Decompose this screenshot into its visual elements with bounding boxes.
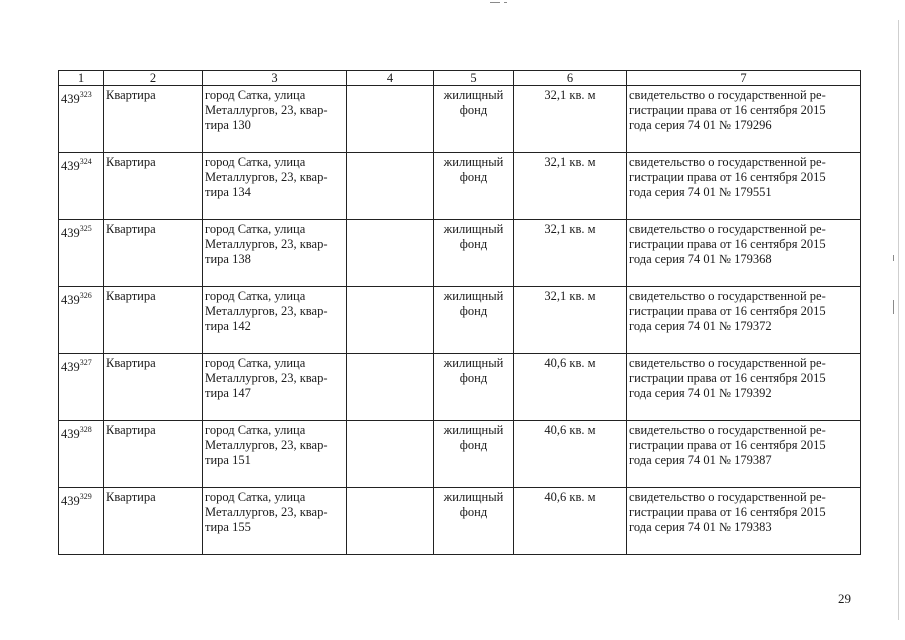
certificate-cell xyxy=(627,86,861,153)
address-line: тира 147 xyxy=(205,386,251,400)
certificate-line: гистрации права от 16 сентября 2015 xyxy=(629,170,826,184)
area-cell xyxy=(514,488,627,555)
address-line: Металлургов, 23, квар- xyxy=(205,304,328,318)
fund-cell xyxy=(434,153,514,220)
record-number-superscript: 327 xyxy=(79,358,92,367)
object-type: Квартира xyxy=(106,155,156,169)
object-type: Квартира xyxy=(106,356,156,370)
record-number xyxy=(59,287,104,354)
column-header: 2 xyxy=(104,71,203,86)
certificate-line: свидетельство о государственной ре- xyxy=(629,423,826,437)
record-number xyxy=(59,488,104,555)
fund-line: фонд xyxy=(459,438,488,452)
address-line: тира 138 xyxy=(205,252,251,266)
column-header: 7 xyxy=(627,71,861,86)
certificate-line: гистрации права от 16 сентября 2015 xyxy=(629,103,826,117)
address-line: город Сатка, улица xyxy=(205,88,306,102)
area-cell xyxy=(514,287,627,354)
object-type-cell xyxy=(104,354,203,421)
object-type: Квартира xyxy=(106,423,156,437)
area-value: 40,6 кв. м xyxy=(544,356,596,370)
record-number-main: 439 xyxy=(61,226,80,241)
object-type-cell xyxy=(104,287,203,354)
certificate-line: свидетельство о государственной ре- xyxy=(629,490,826,504)
object-type: Квартира xyxy=(106,88,156,102)
table-row xyxy=(59,287,861,354)
record-number-superscript: 326 xyxy=(79,291,92,300)
fund-line: фонд xyxy=(459,237,488,251)
object-type-cell xyxy=(104,86,203,153)
fund-line: жилищный xyxy=(443,222,504,236)
column-header: 5 xyxy=(434,71,514,86)
area-value: 32,1 кв. м xyxy=(544,289,596,303)
column-4-cell xyxy=(347,354,434,421)
fund-line: жилищный xyxy=(443,88,504,102)
address-line: город Сатка, улица xyxy=(205,289,306,303)
address-line: Металлургов, 23, квар- xyxy=(205,237,328,251)
record-number-main: 439 xyxy=(61,494,80,509)
address-line: Металлургов, 23, квар- xyxy=(205,371,328,385)
certificate-line: года серия 74 01 № 179372 xyxy=(629,319,772,333)
certificate-cell xyxy=(627,354,861,421)
certificate-cell xyxy=(627,421,861,488)
certificate-line: гистрации права от 16 сентября 2015 xyxy=(629,438,826,452)
column-4-cell xyxy=(347,86,434,153)
address-line: город Сатка, улица xyxy=(205,356,306,370)
column-4-cell xyxy=(347,153,434,220)
object-type: Квартира xyxy=(106,222,156,236)
certificate-line: свидетельство о государственной ре- xyxy=(629,222,826,236)
fund-line: фонд xyxy=(459,170,488,184)
address-line: Металлургов, 23, квар- xyxy=(205,505,328,519)
certificate-line: года серия 74 01 № 179368 xyxy=(629,252,772,266)
fund-line: жилищный xyxy=(443,155,504,169)
area-value: 32,1 кв. м xyxy=(544,88,596,102)
certificate-cell xyxy=(627,220,861,287)
address-line: тира 151 xyxy=(205,453,251,467)
record-number-superscript: 323 xyxy=(79,90,92,99)
scan-artifact xyxy=(490,2,500,3)
certificate-line: года серия 74 01 № 179383 xyxy=(629,520,772,534)
address-line: город Сатка, улица xyxy=(205,490,306,504)
column-header: 4 xyxy=(347,71,434,86)
address-line: тира 155 xyxy=(205,520,251,534)
table-row xyxy=(59,153,861,220)
address-cell xyxy=(203,354,347,421)
fund-cell xyxy=(434,354,514,421)
object-type-cell xyxy=(104,220,203,287)
record-number-superscript: 329 xyxy=(79,492,92,501)
address-line: тира 142 xyxy=(205,319,251,333)
column-4-cell xyxy=(347,488,434,555)
certificate-line: года серия 74 01 № 179387 xyxy=(629,453,772,467)
fund-line: фонд xyxy=(459,505,488,519)
fund-line: жилищный xyxy=(443,490,504,504)
fund-cell xyxy=(434,86,514,153)
certificate-line: свидетельство о государственной ре- xyxy=(629,155,826,169)
record-number xyxy=(59,421,104,488)
certificate-line: гистрации права от 16 сентября 2015 xyxy=(629,304,826,318)
scan-artifact xyxy=(893,255,894,261)
certificate-line: года серия 74 01 № 179296 xyxy=(629,118,772,132)
certificate-line: свидетельство о государственной ре- xyxy=(629,289,826,303)
address-cell xyxy=(203,153,347,220)
property-register-table xyxy=(58,70,861,555)
address-cell xyxy=(203,220,347,287)
column-number-header xyxy=(59,71,861,86)
record-number-superscript: 325 xyxy=(79,224,92,233)
fund-cell xyxy=(434,488,514,555)
address-line: город Сатка, улица xyxy=(205,222,306,236)
record-number-superscript: 324 xyxy=(79,157,92,166)
object-type-cell xyxy=(104,488,203,555)
table-row xyxy=(59,488,861,555)
fund-cell xyxy=(434,421,514,488)
address-cell xyxy=(203,421,347,488)
object-type: Квартира xyxy=(106,490,156,504)
address-cell xyxy=(203,488,347,555)
fund-cell xyxy=(434,287,514,354)
record-number-main: 439 xyxy=(61,159,80,174)
certificate-cell xyxy=(627,488,861,555)
address-line: Металлургов, 23, квар- xyxy=(205,438,328,452)
object-type-cell xyxy=(104,421,203,488)
record-number-superscript: 328 xyxy=(79,425,92,434)
scan-artifact xyxy=(504,2,507,3)
certificate-cell xyxy=(627,153,861,220)
area-value: 40,6 кв. м xyxy=(544,423,596,437)
area-value: 40,6 кв. м xyxy=(544,490,596,504)
scan-artifact xyxy=(893,300,894,314)
column-4-cell xyxy=(347,287,434,354)
certificate-line: года серия 74 01 № 179551 xyxy=(629,185,772,199)
area-value: 32,1 кв. м xyxy=(544,222,596,236)
certificate-line: свидетельство о государственной ре- xyxy=(629,356,826,370)
certificate-line: свидетельство о государственной ре- xyxy=(629,88,826,102)
column-header: 3 xyxy=(203,71,347,86)
certificate-line: года серия 74 01 № 179392 xyxy=(629,386,772,400)
record-number xyxy=(59,86,104,153)
fund-line: жилищный xyxy=(443,423,504,437)
fund-line: фонд xyxy=(459,304,488,318)
table-row xyxy=(59,354,861,421)
record-number xyxy=(59,220,104,287)
certificate-line: гистрации права от 16 сентября 2015 xyxy=(629,237,826,251)
address-line: город Сатка, улица xyxy=(205,423,306,437)
address-cell xyxy=(203,86,347,153)
fund-line: фонд xyxy=(459,103,488,117)
record-number xyxy=(59,153,104,220)
area-cell xyxy=(514,86,627,153)
table-row xyxy=(59,86,861,153)
fund-line: жилищный xyxy=(443,356,504,370)
area-cell xyxy=(514,421,627,488)
column-header: 1 xyxy=(59,71,104,86)
address-line: тира 130 xyxy=(205,118,251,132)
fund-line: фонд xyxy=(459,371,488,385)
record-number-main: 439 xyxy=(61,427,80,442)
object-type: Квартира xyxy=(106,289,156,303)
page-number: 29 xyxy=(838,591,851,606)
area-cell xyxy=(514,220,627,287)
address-line: Металлургов, 23, квар- xyxy=(205,170,328,184)
record-number-main: 439 xyxy=(61,293,80,308)
column-4-cell xyxy=(347,220,434,287)
certificate-line: гистрации права от 16 сентября 2015 xyxy=(629,371,826,385)
column-header: 6 xyxy=(514,71,627,86)
area-cell xyxy=(514,354,627,421)
fund-line: жилищный xyxy=(443,289,504,303)
record-number-main: 439 xyxy=(61,92,80,107)
page-edge xyxy=(898,20,899,620)
certificate-cell xyxy=(627,287,861,354)
table-row xyxy=(59,421,861,488)
column-4-cell xyxy=(347,421,434,488)
certificate-line: гистрации права от 16 сентября 2015 xyxy=(629,505,826,519)
record-number xyxy=(59,354,104,421)
object-type-cell xyxy=(104,153,203,220)
address-line: город Сатка, улица xyxy=(205,155,306,169)
address-line: тира 134 xyxy=(205,185,251,199)
fund-cell xyxy=(434,220,514,287)
area-value: 32,1 кв. м xyxy=(544,155,596,169)
address-line: Металлургов, 23, квар- xyxy=(205,103,328,117)
area-cell xyxy=(514,153,627,220)
address-cell xyxy=(203,287,347,354)
table-row xyxy=(59,220,861,287)
record-number-main: 439 xyxy=(61,360,80,375)
